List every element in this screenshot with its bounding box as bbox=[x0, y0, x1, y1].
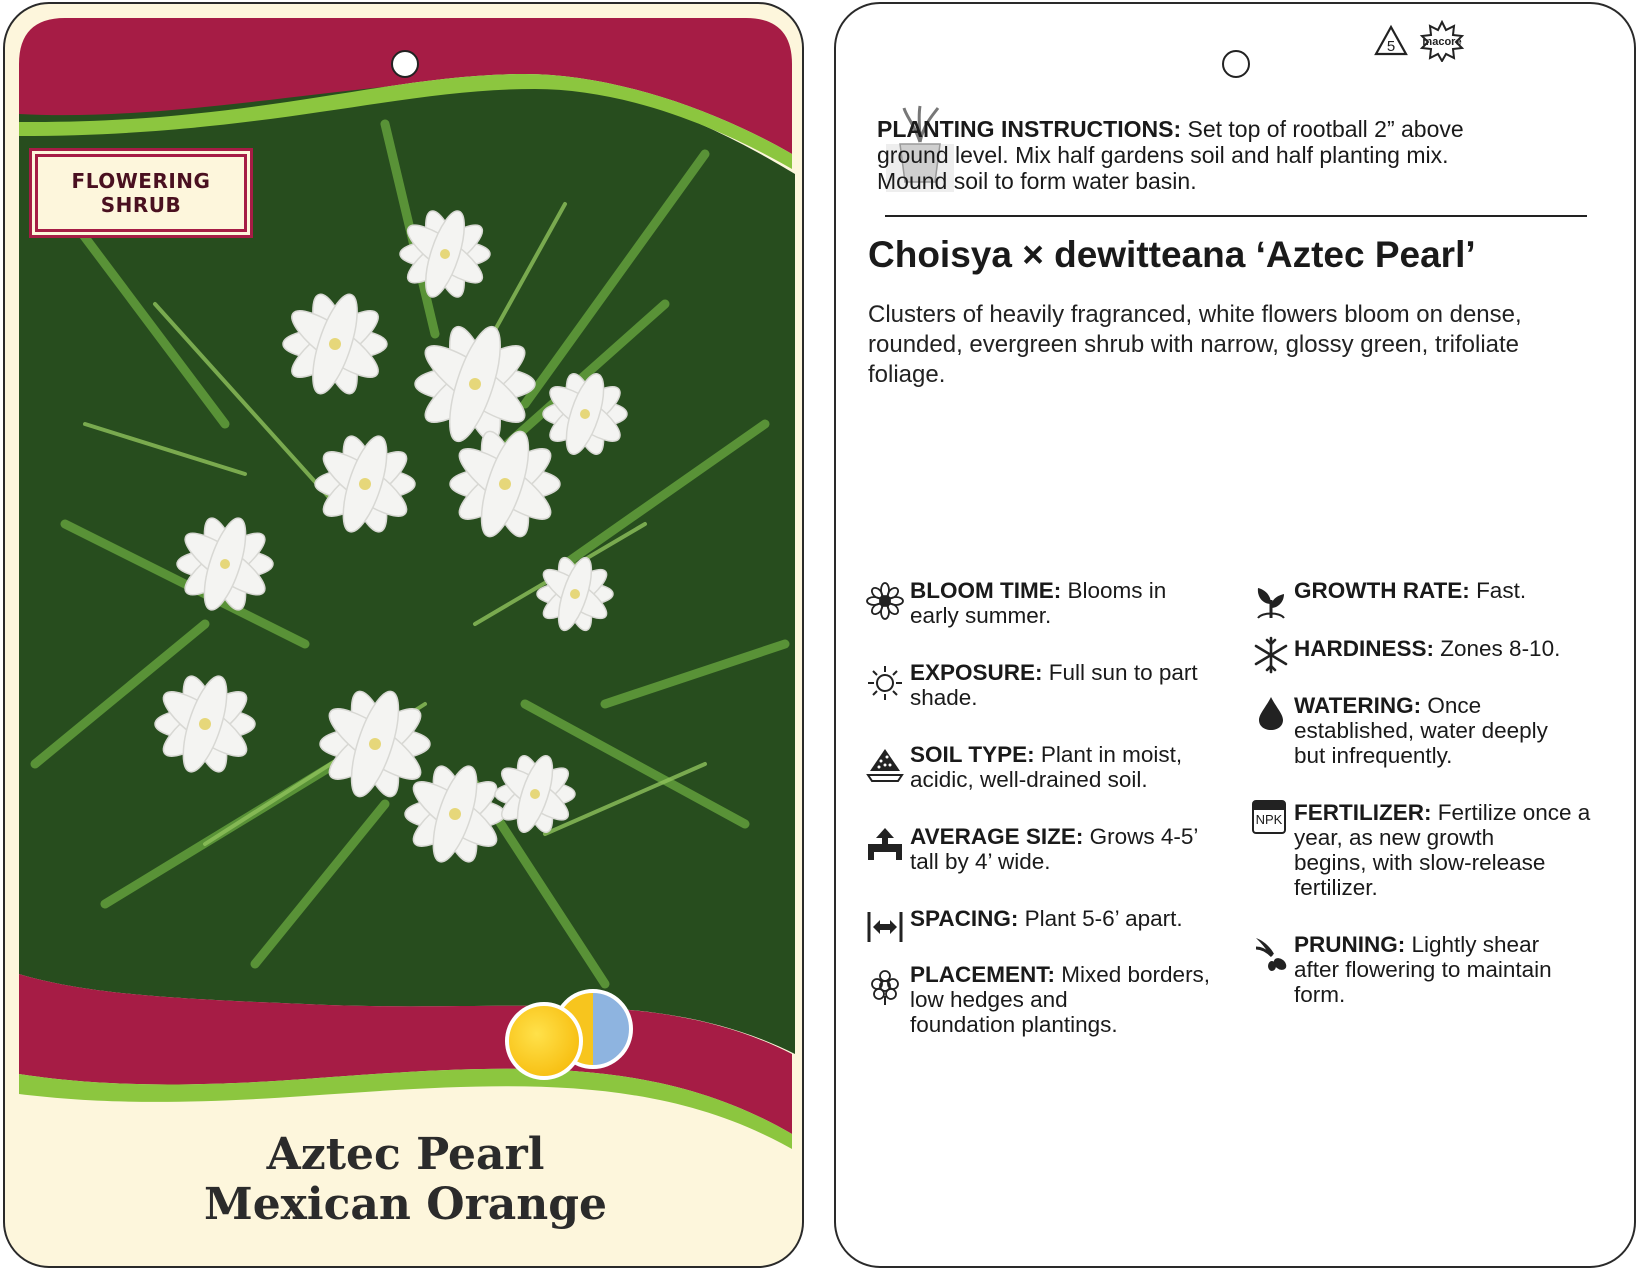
soil-line-1: Plant in moist, bbox=[1034, 742, 1183, 767]
bloom-flower-icon bbox=[866, 582, 904, 620]
bloom-label: BLOOM TIME: bbox=[910, 578, 1062, 603]
spacing bbox=[910, 906, 1183, 931]
placement-line-3: foundation plantings. bbox=[910, 1012, 1118, 1037]
hardiness-label: HARDINESS: bbox=[1294, 636, 1435, 661]
bloom-line-2: early summer. bbox=[910, 603, 1052, 628]
placement-line-2: low hedges and bbox=[910, 987, 1068, 1012]
badge-line-2: SHRUB bbox=[100, 193, 182, 217]
exposure-label: EXPOSURE: bbox=[910, 660, 1043, 685]
sun-exposure-icon bbox=[866, 664, 904, 702]
common-name-line-1: Aztec Pearl bbox=[266, 1129, 545, 1180]
spacing-label: SPACING: bbox=[910, 906, 1019, 931]
hardiness-snowflake-icon bbox=[1252, 636, 1290, 674]
brand-logo bbox=[1418, 20, 1466, 62]
pruning bbox=[1294, 932, 1552, 1007]
placement-label: PLACEMENT: bbox=[910, 962, 1055, 987]
pruning-line-2: after flowering to maintain bbox=[1294, 957, 1552, 982]
hang-hole bbox=[1222, 50, 1250, 78]
fertilizer bbox=[1294, 800, 1590, 900]
desc-line-2: rounded, evergreen shrub with narrow, glossy green, trifoliate bbox=[868, 331, 1520, 358]
watering-line-2: established, water deeply bbox=[1294, 718, 1548, 743]
size-label: AVERAGE SIZE: bbox=[910, 824, 1084, 849]
watering-line-1: Once bbox=[1421, 693, 1482, 718]
exposure bbox=[910, 660, 1198, 710]
full-sun-icon bbox=[505, 1002, 583, 1080]
common-name-line-2: Mexican Orange bbox=[203, 1179, 608, 1230]
fertilizer-icon-text: NPK bbox=[1255, 812, 1283, 827]
planting-line-1: Set top of rootball 2” above bbox=[1187, 116, 1464, 142]
bloom-line-1: Blooms in bbox=[1061, 578, 1167, 603]
watering-line-3: but infrequently. bbox=[1294, 743, 1453, 768]
pruning-line-1: Lightly shear bbox=[1405, 932, 1540, 957]
brand-mark-text: macore bbox=[1422, 36, 1462, 48]
placement-line-1: Mixed borders, bbox=[1055, 962, 1211, 987]
badge-line-1: FLOWERING bbox=[71, 169, 211, 193]
pruning-label: PRUNING: bbox=[1294, 932, 1406, 957]
fertilizer-line-3: begins, with slow-release bbox=[1294, 850, 1546, 875]
growth-sprout-icon bbox=[1252, 582, 1290, 620]
soil-trowel-icon bbox=[866, 745, 904, 783]
size-line-1: Grows 4-5’ bbox=[1083, 824, 1199, 849]
hardiness-line-1: Zones 8-10. bbox=[1434, 636, 1561, 661]
botanical-name: Choisya × dewitteana ‘Aztec Pearl’ bbox=[868, 234, 1476, 275]
placement bbox=[910, 962, 1210, 1037]
growth-line-1: Fast. bbox=[1469, 578, 1527, 603]
fertilizer-bag-icon bbox=[1252, 800, 1286, 834]
fertilizer-line-1: Fertilize once a bbox=[1431, 800, 1591, 825]
bloom-time bbox=[910, 578, 1166, 628]
desc-line-3: foliage. bbox=[868, 361, 946, 388]
fertilizer-line-2: year, as new growth bbox=[1294, 825, 1495, 850]
soil-line-2: acidic, well-drained soil. bbox=[910, 767, 1148, 792]
watering-label: WATERING: bbox=[1294, 693, 1422, 718]
growth-label: GROWTH RATE: bbox=[1294, 578, 1470, 603]
exposure-line-1: Full sun to part bbox=[1042, 660, 1198, 685]
category-badge bbox=[35, 154, 247, 232]
watering-drop-icon bbox=[1252, 694, 1290, 732]
spacing-arrows-icon bbox=[866, 908, 904, 946]
plant-description bbox=[868, 300, 1588, 390]
average-size-icon bbox=[866, 826, 904, 864]
hardiness bbox=[1294, 636, 1560, 661]
fertilizer-line-4: fertilizer. bbox=[1294, 875, 1378, 900]
front-tag bbox=[3, 2, 804, 1268]
watering bbox=[1294, 693, 1548, 768]
exposure-line-2: shade. bbox=[910, 685, 978, 710]
planting-line-2: ground level. Mix half gardens soil and half planting mix. bbox=[877, 142, 1449, 168]
recycle-number: 5 bbox=[1386, 38, 1396, 55]
planting-instructions bbox=[877, 116, 1577, 194]
pruning-line-3: form. bbox=[1294, 982, 1346, 1007]
planting-label: PLANTING INSTRUCTIONS: bbox=[877, 116, 1182, 142]
growth-rate bbox=[1294, 578, 1526, 603]
spacing-line-1: Plant 5-6’ apart. bbox=[1018, 906, 1183, 931]
soil-label: SOIL TYPE: bbox=[910, 742, 1035, 767]
pruning-shears-icon bbox=[1252, 934, 1290, 972]
placement-shrub-icon bbox=[866, 968, 904, 1006]
desc-line-1: Clusters of heavily fragranced, white flowers bloom on dense, bbox=[868, 301, 1522, 328]
recycle-icon bbox=[1373, 24, 1409, 60]
size-line-2: tall by 4’ wide. bbox=[910, 849, 1051, 874]
fertilizer-label: FERTILIZER: bbox=[1294, 800, 1432, 825]
average-size bbox=[910, 824, 1198, 874]
section-divider bbox=[885, 215, 1587, 217]
soil-type bbox=[910, 742, 1182, 792]
hang-hole bbox=[391, 50, 419, 78]
planting-line-3: Mound soil to form water basin. bbox=[877, 168, 1197, 194]
